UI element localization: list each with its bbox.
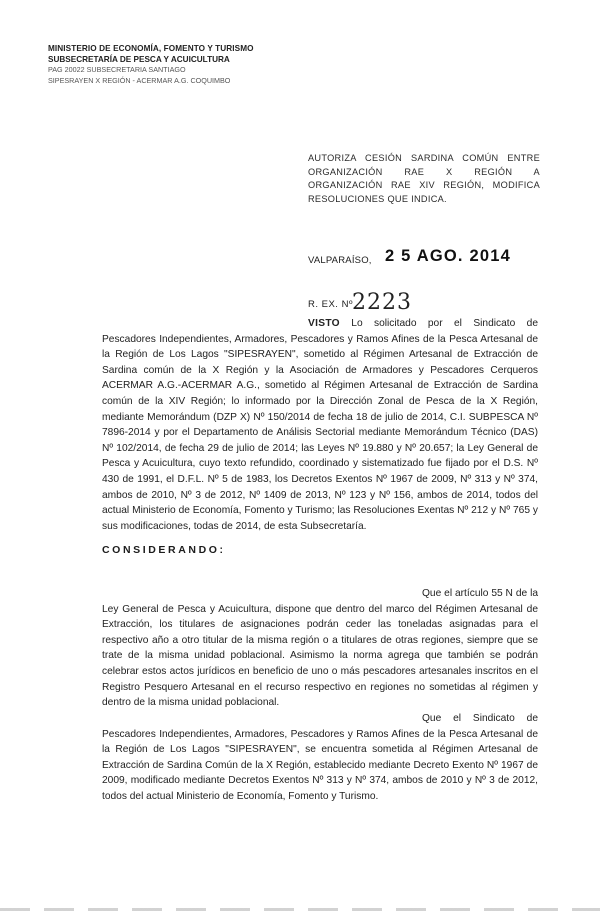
considerando-paragraph-1: Que el artículo 55 N de la Ley General de Pesca y Acuicultura, dispone que dentro del marco del Régimen Artesanal de Extracción, los titulares de asignaciones podrán ceder las toneladas asignadas para el respectivo año a otro titular de la misma región o a titulares de otras regiones, siempre que se trate de la misma unidad poblacional. Asimismo la norma agrega que también se podrán celebrar estos actos jurídicos en beneficio de uno o más pescadores artesanales inscritos en el Registro Pesquero Artesanal en el recurso respectivo en regiones no sometidas al régimen y dentro de la misma unidad poblacional. (102, 588, 538, 709)
visto-paragraph (102, 316, 538, 534)
considerando-paragraph-2: Que el Sindicato de Pescadores Independientes, Armadores, Pescadores y Ramos Afines de la Pesca Artesanal de la Región de Los Lagos "SIPESRAYEN", se encuentra sometida al Régimen Artesanal de Extracción de Sardina Común de la X Región, establecido mediante Decreto Exento Nº 1967 de 2009, modificado mediante Decretos Exentos Nº 313 y Nº 374, ambos de 2010 y Nº 3 de 2012, todos del actual Ministerio de Economía, Fomento y Turismo. (102, 713, 538, 802)
visto-keyword: VISTO (308, 318, 340, 329)
scan-edge-artifact (0, 908, 600, 911)
resolution-number-label: R. EX. Nº (308, 299, 353, 310)
resolution-subject: AUTORIZA CESIÓN SARDINA COMÚN ENTRE ORGANIZACIÓN RAE X REGIÓN A ORGANIZACIÓN RAE XIV REGIÓN, MODIFICA RESOLUCIONES QUE INDICA. (308, 153, 540, 204)
visto-text: Lo solicitado por el Sindicato de Pescadores Independientes, Armadores, Pescadores y Ramos Afines de la Pesca Artesanal de la Región de Los Lagos "SIPESRAYEN", sometido al Régimen Artesanal de Extracción de Sardina común de la X Región y la Asociación de Armadores y Pescadores Cerqueros ACERMAR A.G.-ACERMAR A.G., sometido al Régimen Artesanal de Extracción de Sardina común de la XIV Región; lo informado por la Dirección Zonal de Pesca de la X Región, mediante Memorándum (DZP X) Nº 150/2014 de fecha 18 de julio de 2014, C.I. SUBPESCA Nº 7896-2014 y por el Departamento de Análisis Sectorial mediante Memorándum Técnico (DAS) Nº 102/2014, de fecha 29 de julio de 2014; las Leyes Nº 19.880 y Nº 20.657; la Ley General de Pesca y Acuicultura, cuyo texto refundido, coordinado y sistematizado fue fijado por el D.S. Nº 430 de 1991, el D.F.L. Nº 5 de 1983, los Decretos Exentos Nº 1967 de 2009, Nº 313 y Nº 374, ambos de 2010, Nº 3 de 2012, Nº 1409 de 2013, Nº 123 y Nº 156, ambos de 2014, todos del actual Ministerio de Economía, Fomento y Turismo; las Resoluciones Exentas Nº 212 y Nº 765 y sus modificaciones, todas de 2014, de esta Subsecretaría. (102, 318, 538, 532)
ministry-name: MINISTERIO DE ECONOMÍA, FOMENTO Y TURISMO (48, 44, 254, 53)
resolution-number-value: 2223 (352, 290, 412, 315)
subsecretariat-name: SUBSECRETARÍA DE PESCA Y ACUICULTURA (48, 54, 230, 64)
letterhead-subject-ref: SIPESRAYEN X REGIÓN - ACERMAR A.G. COQUIMBO (48, 75, 231, 85)
letterhead (48, 44, 288, 86)
city-label: VALPARAÍSO, (308, 255, 372, 266)
date-stamp: 2 5 AGO. 2014 (385, 247, 511, 265)
considerando-heading: CONSIDERANDO: (102, 544, 226, 556)
resolution-number (308, 292, 508, 314)
date-line (308, 246, 558, 270)
letterhead-reference: PAG 20022 SUBSECRETARIA SANTIAGO (48, 65, 186, 74)
